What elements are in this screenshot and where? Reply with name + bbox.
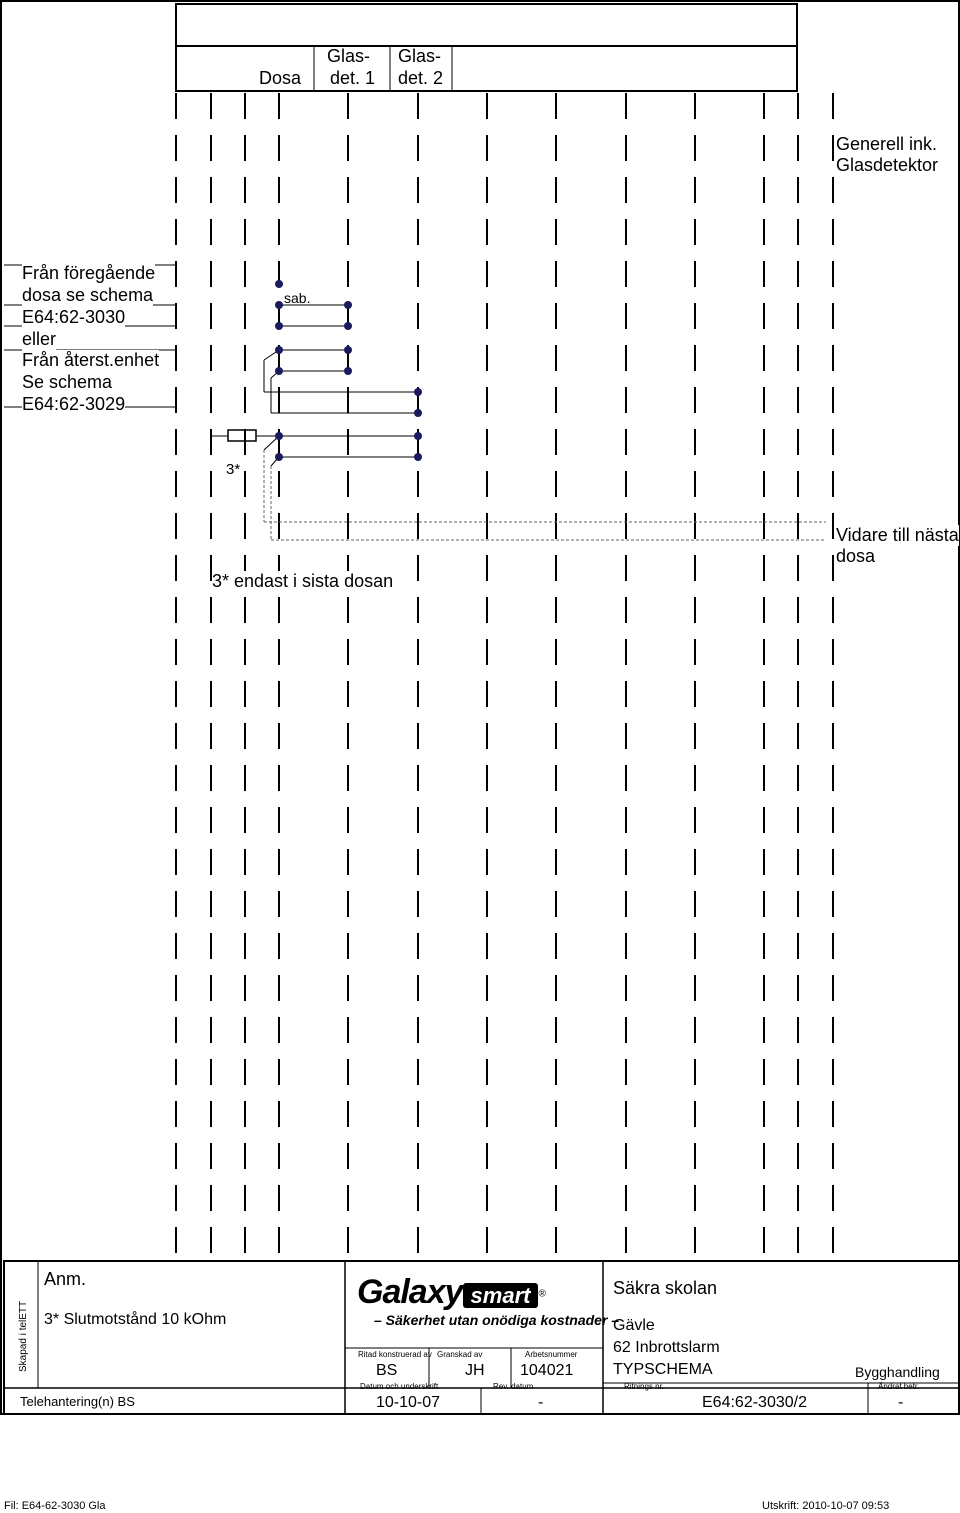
project-name: Säkra skolan: [613, 1278, 718, 1298]
andrat-label: Ändrat betr.: [878, 1382, 920, 1391]
generell-label-line1: Generell ink.: [836, 134, 938, 154]
ritad-value: BS: [376, 1362, 398, 1379]
andrat-value: -: [898, 1394, 904, 1411]
arbetsnummer-value: 104021: [520, 1362, 574, 1379]
datum-label: Datum och underskrift: [360, 1382, 439, 1391]
datum-value: 10-10-07: [376, 1394, 441, 1411]
fran-line6: Se schema: [22, 372, 113, 392]
resistor-label: 3*: [226, 461, 241, 478]
header-glas1-line1: Glas-: [327, 46, 371, 66]
system-name: 62 Inbrottslarm: [613, 1339, 720, 1356]
header-glas2-line2: det. 2: [398, 68, 444, 88]
fran-line5: Från återst.enhet: [22, 350, 160, 370]
logo-smart: smart: [463, 1283, 539, 1308]
fran-line3: E64:62-3030: [22, 307, 126, 327]
skapad-label: Skapad i telETT: [18, 1300, 29, 1372]
logo-galaxy: Galaxy: [357, 1273, 463, 1311]
company-logo: [357, 1273, 546, 1312]
print-footer: Utskrift: 2010-10-07 09:53: [762, 1500, 890, 1512]
logo-registered: ®: [538, 1288, 546, 1300]
sab-label: sab.: [284, 290, 311, 306]
granskad-value: JH: [465, 1362, 485, 1379]
city-name: Gävle: [613, 1317, 655, 1334]
ritnings-value: E64:62-3030/2: [702, 1394, 807, 1411]
file-footer: Fil: E64-62-3030 Gla: [4, 1500, 106, 1512]
fran-line1: Från föregående: [22, 263, 156, 283]
rev-label: Rev. datum: [493, 1382, 534, 1391]
note-text: 3* Slutmotstånd 10 kOhm: [44, 1311, 227, 1328]
rev-value: -: [538, 1394, 544, 1411]
ritad-label: Ritad konstruerad av: [358, 1350, 432, 1359]
header-glas2-line1: Glas-: [398, 46, 442, 66]
drawing-type: TYPSCHEMA: [613, 1361, 713, 1378]
generell-label-line2: Glasdetektor: [836, 155, 939, 175]
fran-line4: eller: [22, 329, 57, 349]
arbetsnummer-label: Arbetsnummer: [525, 1350, 578, 1359]
anm-label: Anm.: [44, 1269, 87, 1289]
status-label: Bygghandling: [855, 1364, 940, 1380]
telehantering-label: Telehantering(n) BS: [20, 1394, 135, 1409]
header-dosa: Dosa: [259, 68, 302, 88]
vidare-line1: Vidare till nästa: [836, 525, 959, 545]
granskad-label: Granskad av: [437, 1350, 483, 1359]
header-glas1-line2: det. 1: [330, 68, 376, 88]
fran-line7: E64:62-3029: [22, 394, 126, 414]
vidare-line2: dosa: [836, 546, 876, 566]
ritnings-label: Ritnings nr.: [624, 1382, 665, 1391]
fran-line2: dosa se schema: [22, 285, 154, 305]
endast-note: 3* endast i sista dosan: [212, 571, 394, 591]
logo-slogan: – Säkerhet utan onödiga kostnader –: [374, 1312, 620, 1328]
